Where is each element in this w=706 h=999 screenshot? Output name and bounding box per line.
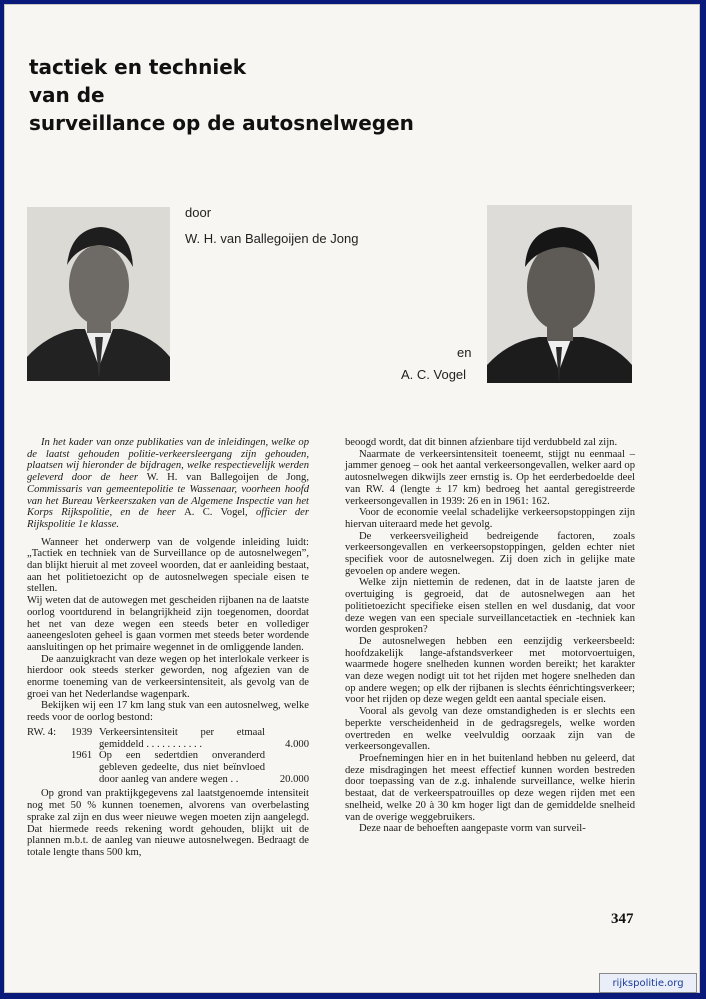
intro-text-2: Commissaris van gemeentepolitie te Wassenaar, voorheen hoofd van het Bureau Verkeerszaken van de Algemene Inspectie van het Korps Rijkspolitie, en de heer [27,483,309,519]
paragraph: beoogd wordt, dat dit binnen afzienbare tijd verdubbeld zal zijn. [345,437,618,448]
page-number: 347 [611,911,634,927]
description-cell: Op een sedertdien onveranderd gebleven gedeelte, dus niet beïnvloed door aanleg van andere wegen . . [99,750,265,785]
paragraph: Vooral als gevolg van deze omstandigheden is er slechts een beperkte verscheidenheid in de gedragsregels, welke worden overtreden en welke veelvuldig oorzaak zijn van de verkeersongevallen. [345,706,635,753]
intro-text-1: In het kader van onze publikaties van de inleidingen, welke op de laatst gehouden politie-verkeersleergang zijn gehouden, plaatsen wij hieronder de bijdragen, welke respectievelijk werden geleverd door de heer [27,437,309,484]
paragraph: Voor de economie veelal schadelijke verkeersopstoppingen zijn hiervan uiteraard mede het gevolg. [345,507,635,530]
paragraph: Op grond van praktijkgegevens zal laatstgenoemde intensiteit nog met 50 % kunnen toenemen, alvorens van overbelasting sprake zal zijn en dus weer nieuwe wegen moeten zijn aangelegd. Dat hiermede reeds rekening wordt gehouden, blijkt uit de plannen m.b.t. de aanleg van nieuwe autosnelwegen. Bedraagt de totale lengte thans 500 km, [27,788,309,858]
byline-author-1: W. H. van Ballegoijen de Jong [185,231,359,246]
byline-author-2: A. C. Vogel [401,367,467,382]
portrait-vogel [487,205,632,383]
year-cell: 1939 [71,726,93,738]
portrait-ballegoijen [27,207,170,381]
paragraph: De verkeersveiligheid bedreigende factoren, zoals verkeersongevallen en verkeersopstoppingen, gelden echter niet specifiek voor de autosnelwegen. Zij doen zich in gelijke mate gevoelen op andere wegen. [345,530,635,577]
paragraph: Wanneer het onderwerp van de volgende inleiding luidt: „Tactiek en techniek van de Surveillance op de autosnelwegen”, dan blijkt hieruit al met zoveel woorden, dat er aanleiding bestaat, aan het politietoezicht op de autosnelwegen speciale eisen te stellen. [27,536,309,595]
paragraph: De autosnelwegen hebben een eenzijdig verkeersbeeld: hoofdzakelijk lange-afstandsverkeer met motorvoertuigen, waarmede hogere snelheden kunnen worden bereikt; het karakter van deze wegen nodigt uit tot het rijden met hogere snelheden dan op andere wegen; op elk der rijbanen is slechts éénrichtingsverkeer; voor het rijden op deze wegen geldt een aantal speciale eisen. [345,635,635,706]
title-line-3: surveillance op de autosnelwegen [29,111,414,135]
value-cell: 20.000 [279,773,309,785]
article-title [29,53,414,137]
table-row [27,750,309,785]
value-cell: 4.000 [285,738,309,750]
intro-name-2: A. C. Vogel, [184,507,248,519]
table-row [27,727,309,750]
left-column [27,437,309,859]
title-line-2: van de [29,83,105,107]
traffic-intensity-table [27,727,309,786]
intro-name-1: W. H. van Ballegoijen de Jong, [146,472,309,484]
description-cell: Verkeersintensiteit per etmaal gemiddeld . . . . . . . . . . . [99,726,265,750]
year-cell: 1961 [71,750,93,762]
paragraph: De aanzuigkracht van deze wegen op het interlokale verkeer is hierdoor ook steeds sterker geworden, nog afgezien van de enorme toeneming van de verkeersintensiteit, als gevolg van de groei van het Nederlandse wagenpark. [27,653,309,700]
watermark-badge: rijkspolitie.org [599,973,697,993]
paragraph: Wij weten dat de autowegen met gescheiden rijbanen na de laatste oorlog voortdurend in belangrijkheid zijn toegenomen, doordat het net van deze wegen een steeds beter en vollediger aaneengesloten geheel is gaan vormen met steeds beter wordende aansluitingen op het primaire wegennet in de omliggende landen. [27,595,309,653]
byline-door: door [185,205,212,220]
paragraph: Bekijken wij een 17 km lang stuk van een autosnelweg, welke reeds voor de oorlog bestond: [27,700,309,724]
byline-en: en [457,345,472,360]
paragraph: Naarmate de verkeersintensiteit toeneemt, stijgt nu eenmaal – jammer genoeg – ook het aantal verkeersongevallen, welker aard op autosnelwegen dikwijls zeer ernstig is. Op het eerderbedoelde deel van RW. 4 (lengte ± 17 km) bedroeg het aantal geregistreerde verkeersongevallen in 1939: 26 en in 1961: 162. [345,448,635,507]
intro-paragraph [27,437,309,531]
road-label: RW. 4: [27,726,57,738]
title-line-1: tactiek en techniek [29,55,247,79]
intro-text-3: officier der Rijkspolitie 1e klasse. [27,507,310,530]
paragraph: Deze naar de behoeften aangepaste vorm van surveil- [359,823,586,835]
page [4,4,700,993]
right-column [345,437,635,835]
paragraph: Proefnemingen hier en in het buitenland hebben nu geleerd, dat deze misdragingen het meest effectief kunnen worden bestreden door toepassing van de z.g. inhalende surveillance, welke hierin bestaat, dat de verkeerspatrouilles op deze wegen rijden met een snelheid, welke 20 à 30 km hoger ligt dan de gemiddelde snelheid van de overige weggebruikers. [345,752,635,823]
paragraph: Welke zijn niettemin de redenen, dat in de laatste jaren de overtuiging is gegroeid, dat de autosnelwegen aan het politietoezicht specifieke eisen stellen en wel dusdanig, dat voor deze wegen van een speciale surveillancetactiek en -techniek kan worden gesproken? [345,577,635,636]
